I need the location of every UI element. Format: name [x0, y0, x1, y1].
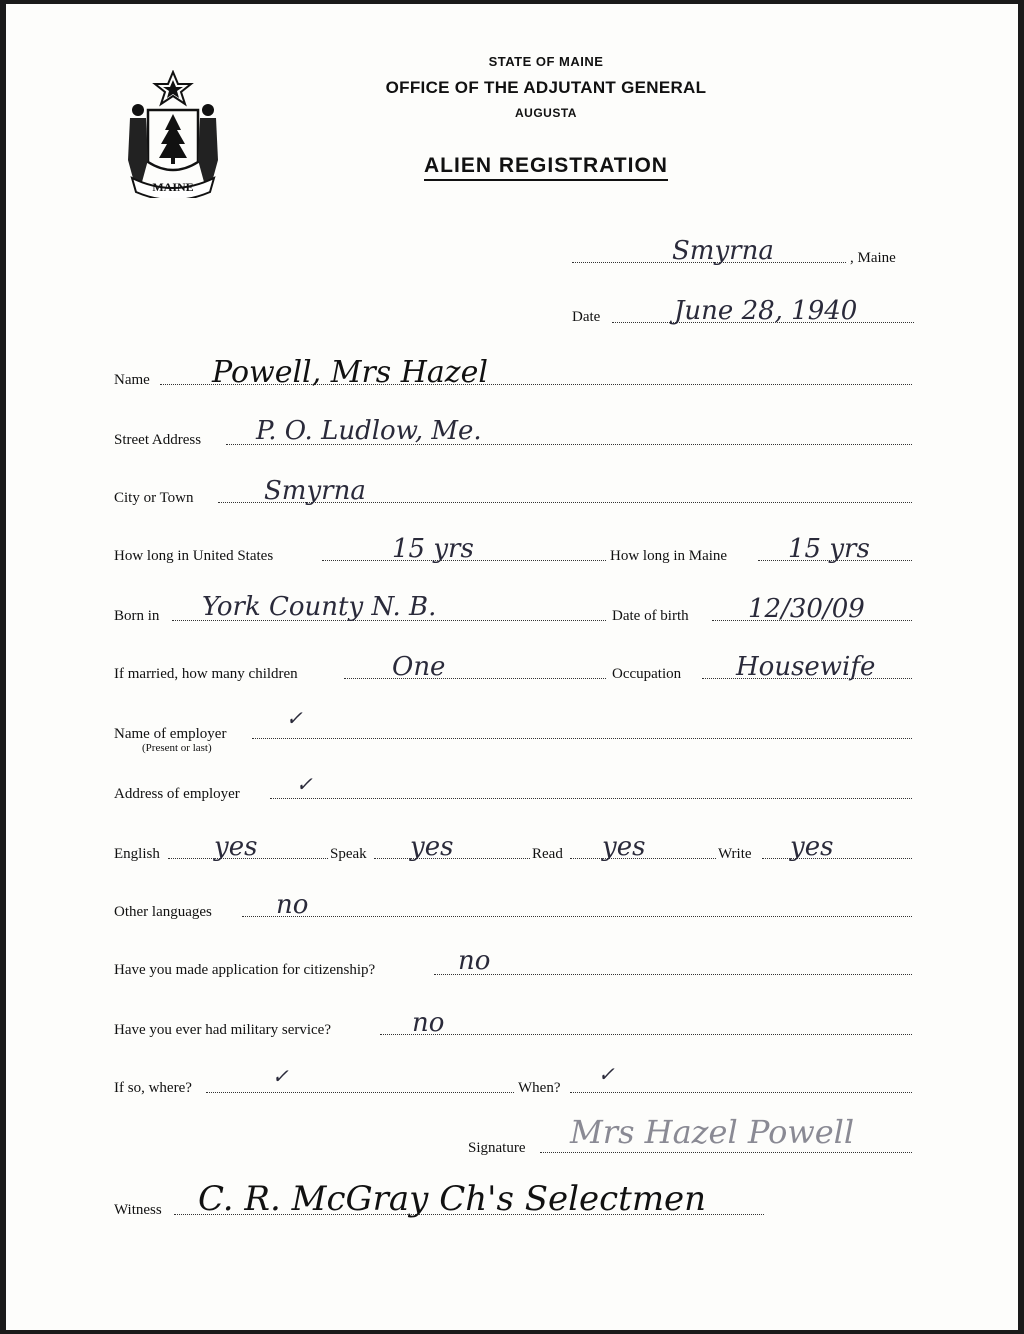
date-of-birth-value[interactable]: 12/30/09 [748, 594, 865, 624]
employer-address-line [270, 798, 912, 799]
when-checkmark[interactable]: ✓ [598, 1062, 615, 1086]
name-value[interactable]: Powell, Mrs Hazel [212, 355, 488, 390]
street-address-label: Street Address [114, 432, 202, 448]
when-label: When? [518, 1080, 561, 1096]
signature-label: Signature [468, 1140, 526, 1156]
other-languages-label: Other languages [114, 904, 212, 920]
read-label: Read [532, 846, 563, 862]
military-line [380, 1034, 912, 1035]
form-title: ALIEN REGISTRATION [306, 154, 786, 178]
city-value[interactable]: Smyrna [264, 476, 366, 506]
speak-label: Speak [330, 846, 367, 862]
office-heading: OFFICE OF THE ADJUTANT GENERAL [385, 78, 707, 97]
employer-address-checkmark[interactable]: ✓ [296, 772, 313, 796]
how-long-us-label: How long in United States [114, 548, 274, 564]
how-long-maine-label: How long in Maine [610, 548, 728, 564]
children-label: If married, how many children [114, 666, 298, 682]
city-label: City or Town [114, 490, 194, 506]
employer-address-label: Address of employer [114, 786, 240, 802]
write-value[interactable]: yes [790, 832, 834, 862]
born-in-label: Born in [114, 608, 160, 624]
military-label: Have you ever had military service? [114, 1022, 331, 1038]
date-value[interactable]: June 28, 1940 [674, 296, 858, 326]
city-heading: AUGUSTA [515, 106, 577, 120]
state-seal-icon [118, 70, 228, 198]
other-languages-line [242, 916, 912, 917]
witness-label: Witness [114, 1202, 162, 1218]
military-value[interactable]: no [412, 1008, 445, 1038]
seal-banner-text: MAINE [152, 180, 194, 194]
state-heading: STATE OF MAINE [488, 54, 604, 69]
date-label: Date [572, 309, 601, 325]
occupation-value[interactable]: Housewife [736, 652, 876, 682]
english-value[interactable]: yes [214, 832, 258, 862]
when-line [570, 1092, 912, 1093]
if-so-where-line [206, 1092, 514, 1093]
maine-label: , Maine [850, 250, 896, 266]
citizenship-value[interactable]: no [458, 946, 491, 976]
write-line [762, 858, 912, 859]
citizenship-label: Have you made application for citizenship? [114, 962, 376, 978]
how-long-maine-value[interactable]: 15 yrs [788, 534, 870, 564]
born-in-value[interactable]: York County N. B. [202, 592, 437, 622]
speak-value[interactable]: yes [410, 832, 454, 862]
if-so-where-label: If so, where? [114, 1080, 192, 1096]
signature-value[interactable]: Mrs Hazel Powell [570, 1113, 855, 1151]
how-long-us-value[interactable]: 15 yrs [392, 534, 474, 564]
read-value[interactable]: yes [602, 832, 646, 862]
street-address-value[interactable]: P. O. Ludlow, Me. [256, 416, 482, 446]
employer-name-sublabel: (Present or last) [142, 742, 212, 754]
employer-name-label: Name of employer [114, 726, 227, 742]
employer-name-line [252, 738, 912, 739]
write-label: Write [718, 846, 752, 862]
children-line [344, 678, 606, 679]
children-value[interactable]: One [392, 652, 446, 682]
other-languages-value[interactable]: no [276, 890, 309, 920]
date-of-birth-label: Date of birth [612, 608, 689, 624]
name-label: Name [114, 372, 150, 388]
registration-form-page [6, 4, 1018, 1330]
employer-name-checkmark[interactable]: ✓ [286, 706, 303, 730]
citizenship-line [434, 974, 912, 975]
signature-line [540, 1152, 912, 1153]
witness-value[interactable]: C. R. McGray Ch's Selectmen [198, 1179, 707, 1219]
occupation-label: Occupation [612, 666, 682, 682]
where-checkmark[interactable]: ✓ [272, 1064, 289, 1088]
town-value[interactable]: Smyrna [672, 236, 774, 266]
english-label: English [114, 846, 160, 862]
